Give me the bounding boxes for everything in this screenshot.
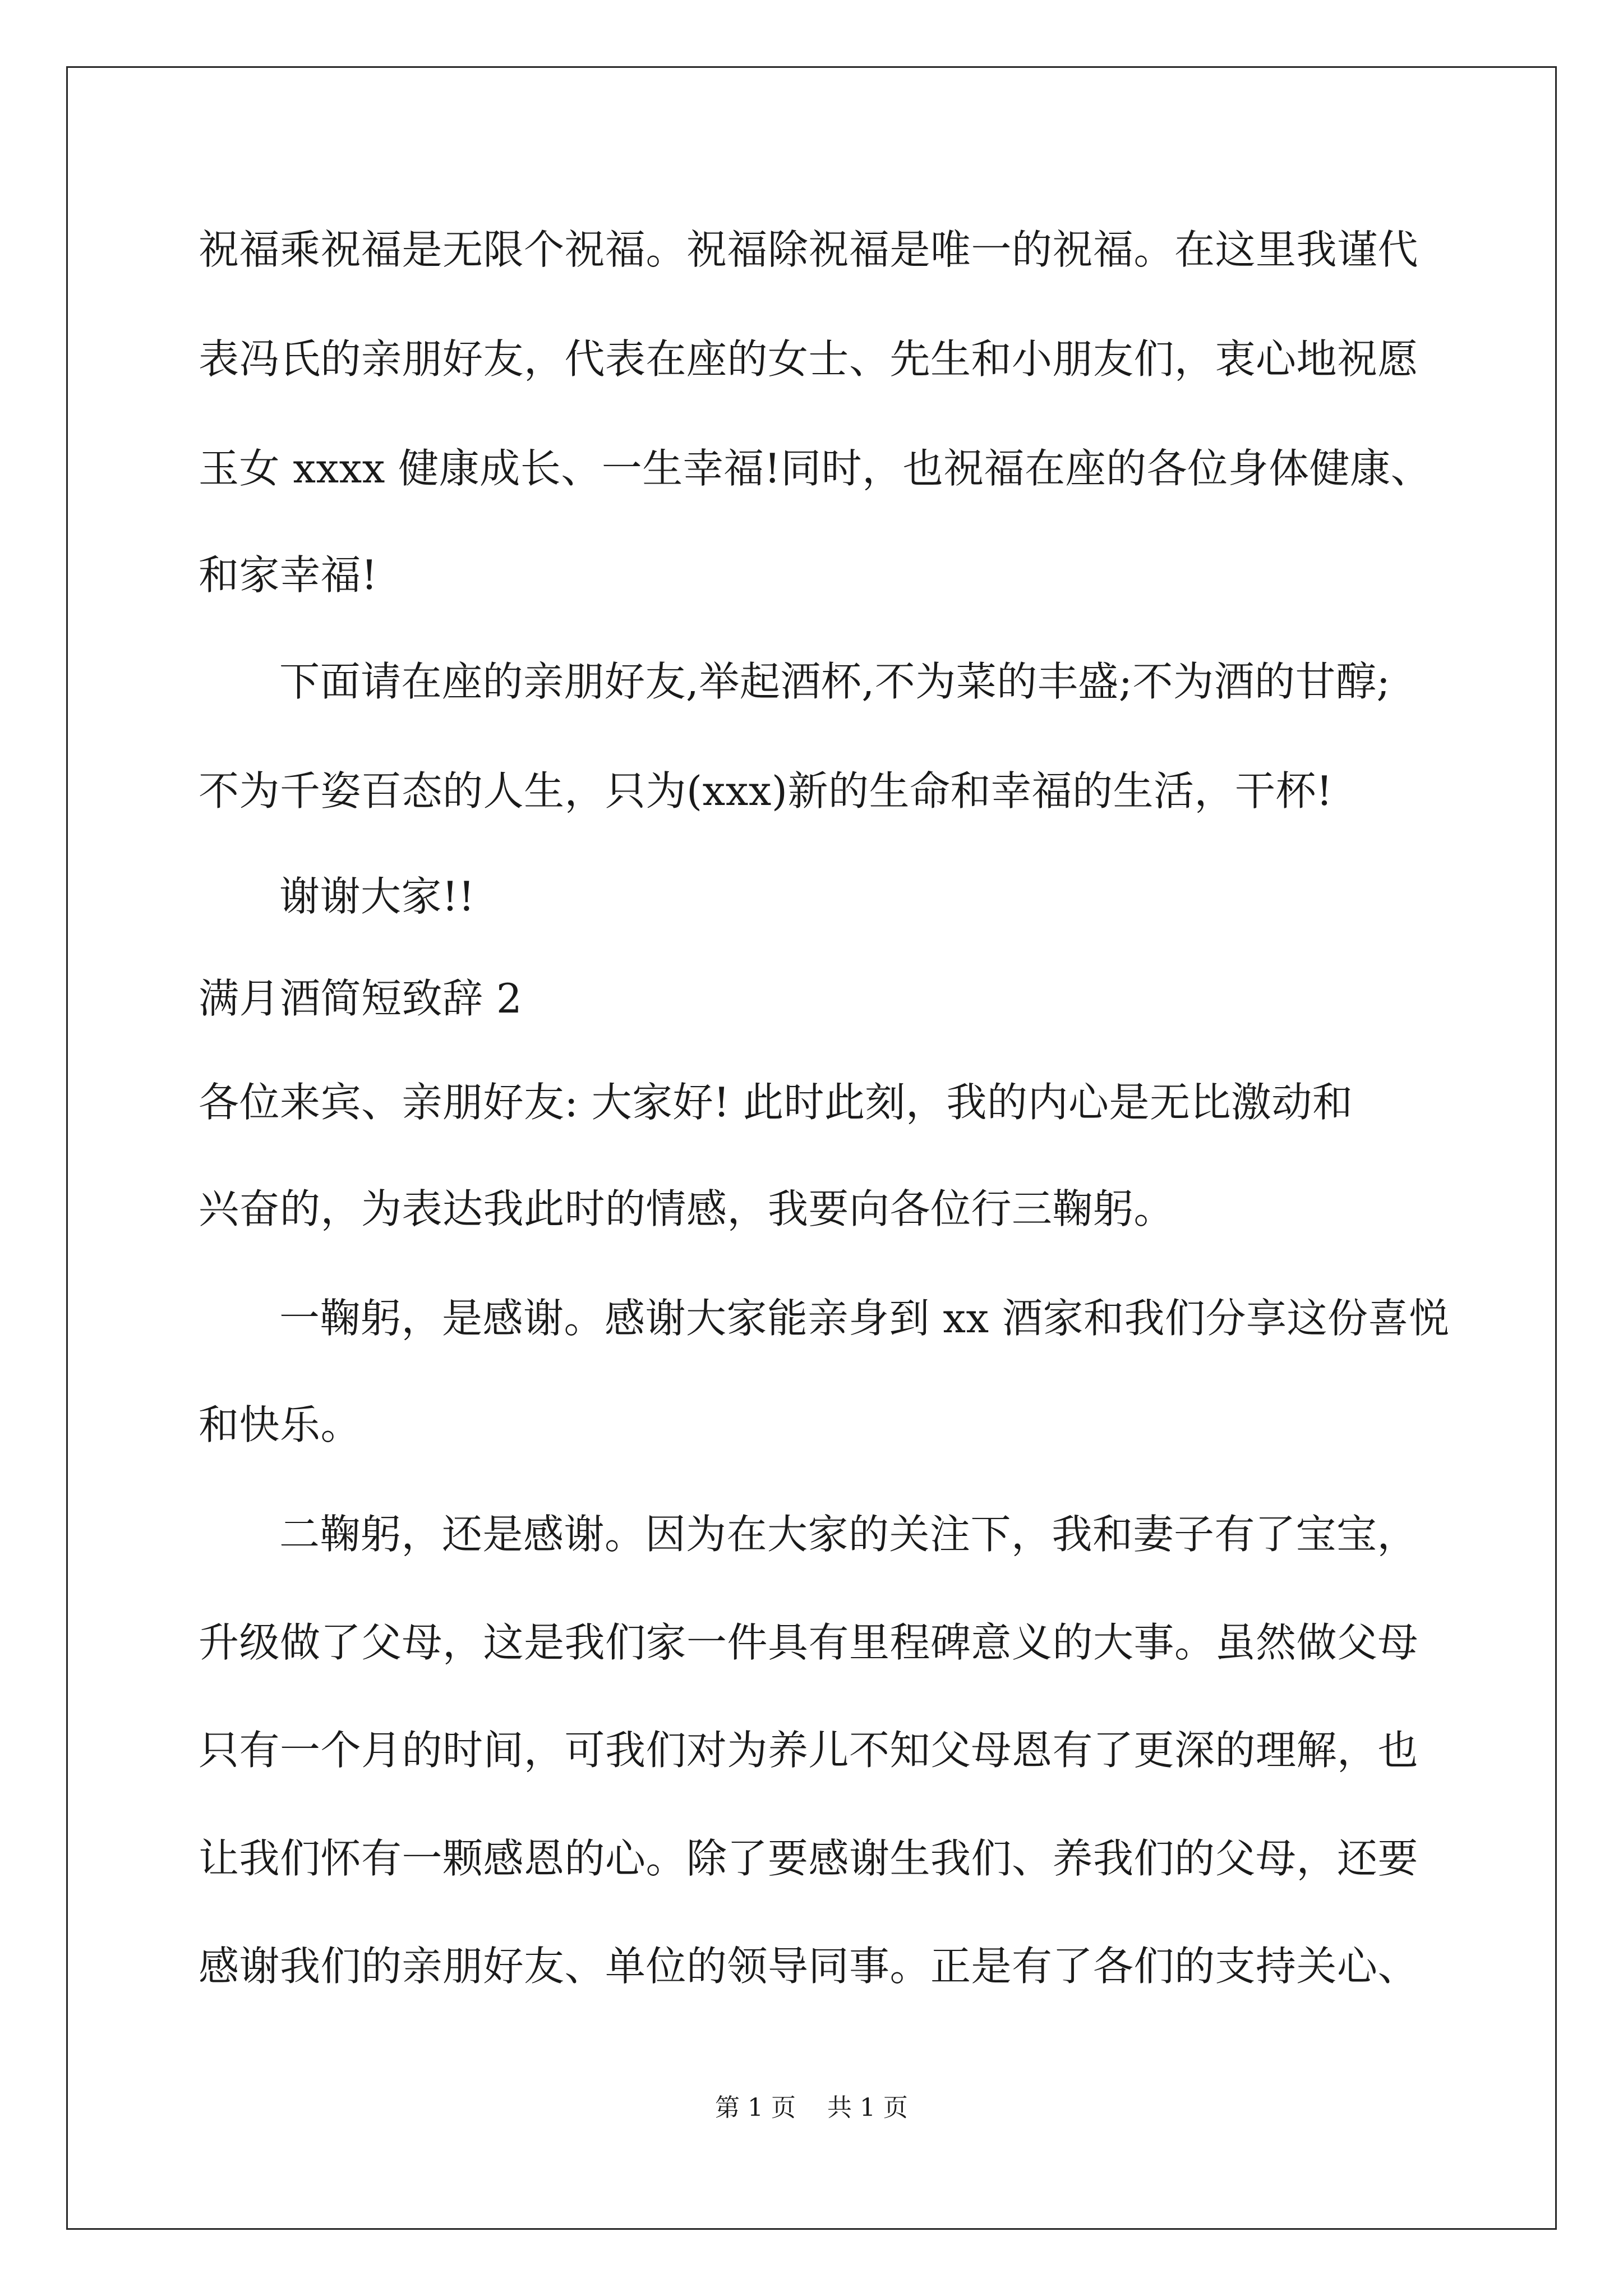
paragraph-line: 一鞠躬，是感谢。感谢大家能亲身到 xx 酒家和我们分享这份喜悦 [279, 1295, 1450, 1342]
paragraph-line: 兴奋的，为表达我此时的情感，我要向各位行三鞠躬。 [199, 1185, 1175, 1232]
paragraph-line: 和家幸福! [199, 551, 378, 599]
paragraph-line: 玉女 xxxx 健康成长、一生幸福!同时，也祝福在座的各位身体健康、 [199, 445, 1432, 492]
paragraph-line: 二鞠躬，还是感谢。因为在大家的关注下，我和妻子有了宝宝， [279, 1511, 1418, 1558]
paragraph-line: 让我们怀有一颗感恩的心。除了要感谢生我们、养我们的父母，还要 [199, 1835, 1419, 1882]
page-border [66, 66, 1557, 2230]
paragraph-line: 升级做了父母，这是我们家一件具有里程碑意义的大事。虽然做父母 [199, 1619, 1419, 1666]
paragraph-line: 感谢我们的亲朋好友、单位的领导同事。正是有了各们的支持关心、 [199, 1943, 1419, 1990]
paragraph-line: 各位来宾、亲朋好友: 大家好! 此时此刻，我的内心是无比激动和 [199, 1079, 1353, 1126]
paragraph-line: 祝福乘祝福是无限个祝福。祝福除祝福是唯一的祝福。在这里我谨代 [199, 226, 1419, 273]
paragraph-line: 只有一个月的时间，可我们对为养儿不知父母恩有了更深的理解，也 [199, 1727, 1419, 1774]
paragraph-line: 不为千姿百态的人生，只为(xxx)新的生命和幸福的生活，干杯! [199, 767, 1333, 815]
section-heading: 满月酒简短致辞 2 [199, 975, 523, 1022]
page-number-footer: 第 1 页 共 1 页 [715, 2093, 908, 2122]
paragraph-line: 下面请在座的亲朋好友,举起酒杯,不为菜的丰盛;不为酒的甘醇; [279, 658, 1391, 705]
paragraph-line: 表冯氏的亲朋好友，代表在座的女士、先生和小朋友们，衷心地祝愿 [199, 335, 1419, 383]
paragraph-line: 和快乐。 [199, 1401, 362, 1448]
paragraph-line: 谢谢大家!! [279, 873, 475, 920]
